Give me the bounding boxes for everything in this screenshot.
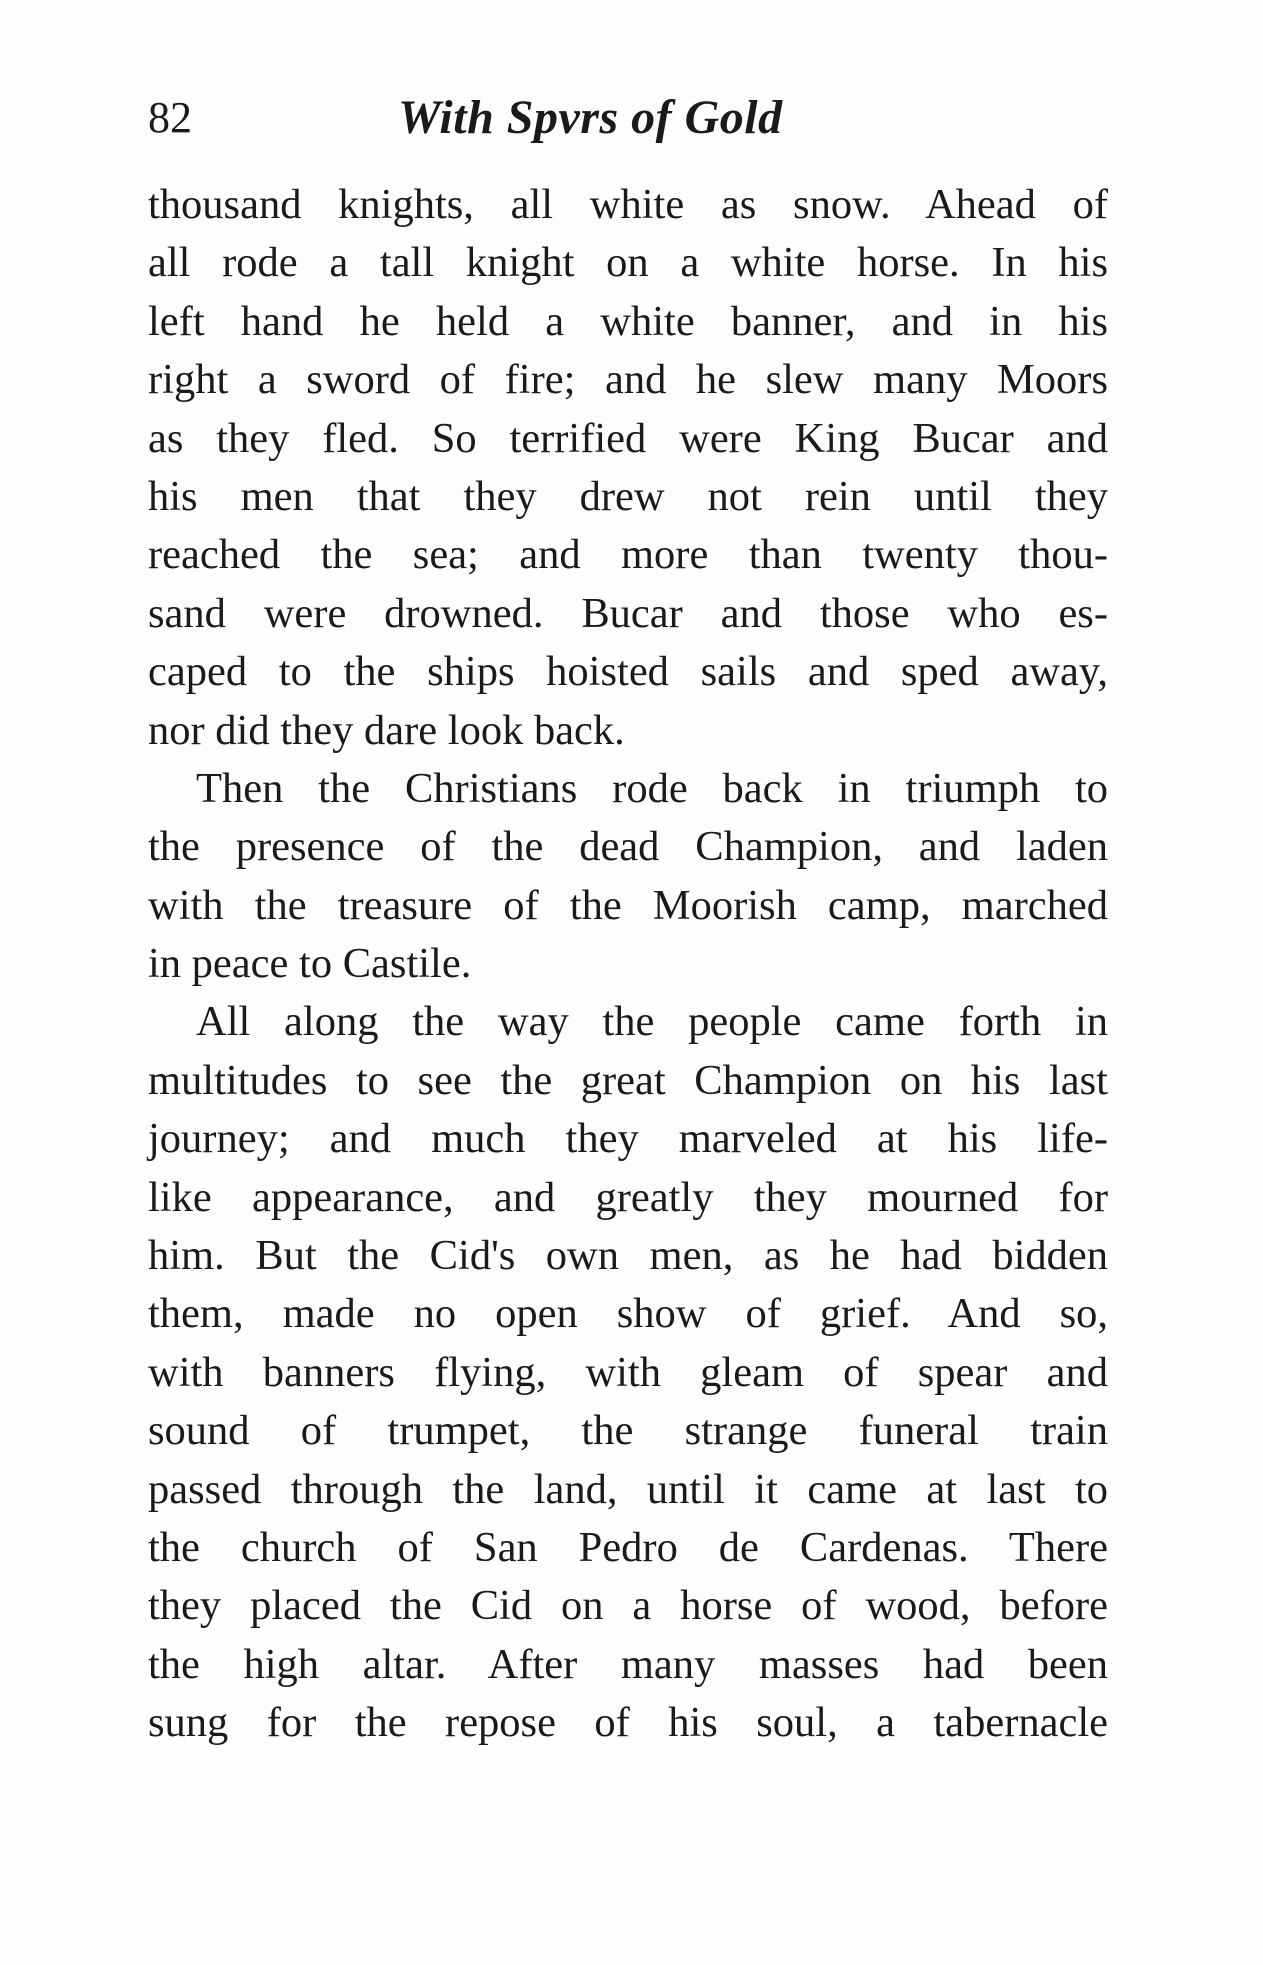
text-line: sound of trumpet, the strange funeral train	[148, 1407, 1108, 1455]
paragraph	[148, 760, 1108, 994]
text-line: in peace to Castile.	[148, 940, 472, 988]
paragraph	[148, 176, 1108, 760]
text-line: reached the sea; and more than twenty thou-	[148, 531, 1108, 579]
text-line: them, made no open show of grief. And so,	[148, 1290, 1108, 1338]
text-line: the high altar. After many masses had been	[148, 1640, 1108, 1688]
text-line: sung for the repose of his soul, a tabernacle	[148, 1699, 1108, 1747]
text-line: thousand knights, all white as snow. Ahead of	[148, 181, 1108, 228]
text-line: caped to the ships hoisted sails and sped away,	[148, 648, 1108, 696]
body-text	[148, 176, 1108, 1753]
text-line: the presence of the dead Champion, and laden	[148, 823, 1108, 871]
text-line: his men that they drew not rein until they	[148, 472, 1108, 520]
text-line: him. But the Cid's own men, as he had bidden	[148, 1232, 1108, 1280]
page-header	[148, 88, 1108, 148]
text-line: like appearance, and greatly they mourned for	[148, 1173, 1108, 1221]
text-line: All along the way the people came forth in	[196, 998, 1108, 1046]
text-line: left hand he held a white banner, and in his	[148, 297, 1108, 345]
text-line: sand were drowned. Bucar and those who es-	[148, 589, 1108, 637]
text-line: passed through the land, until it came at last to	[148, 1465, 1108, 1513]
text-line: multitudes to see the great Champion on his last	[148, 1056, 1108, 1104]
text-line: right a sword of fire; and he slew many Moors	[148, 356, 1108, 404]
text-line: Then the Christians rode back in triumph to	[196, 764, 1108, 812]
text-line: nor did they dare look back.	[148, 706, 625, 754]
text-line: they placed the Cid on a horse of wood, before	[148, 1582, 1108, 1630]
text-line: as they fled. So terrified were King Bucar and	[148, 414, 1108, 462]
text-line: all rode a tall knight on a white horse. In his	[148, 239, 1108, 287]
paragraph	[148, 993, 1108, 1752]
running-title: With Spvrs of Gold	[398, 91, 783, 144]
page-number: 82	[148, 93, 192, 142]
text-line: the church of San Pedro de Cardenas. There	[148, 1523, 1108, 1571]
text-line: with the treasure of the Moorish camp, marched	[148, 881, 1108, 929]
text-line: journey; and much they marveled at his life-	[148, 1115, 1108, 1163]
text-line: with banners flying, with gleam of spear and	[148, 1348, 1108, 1396]
